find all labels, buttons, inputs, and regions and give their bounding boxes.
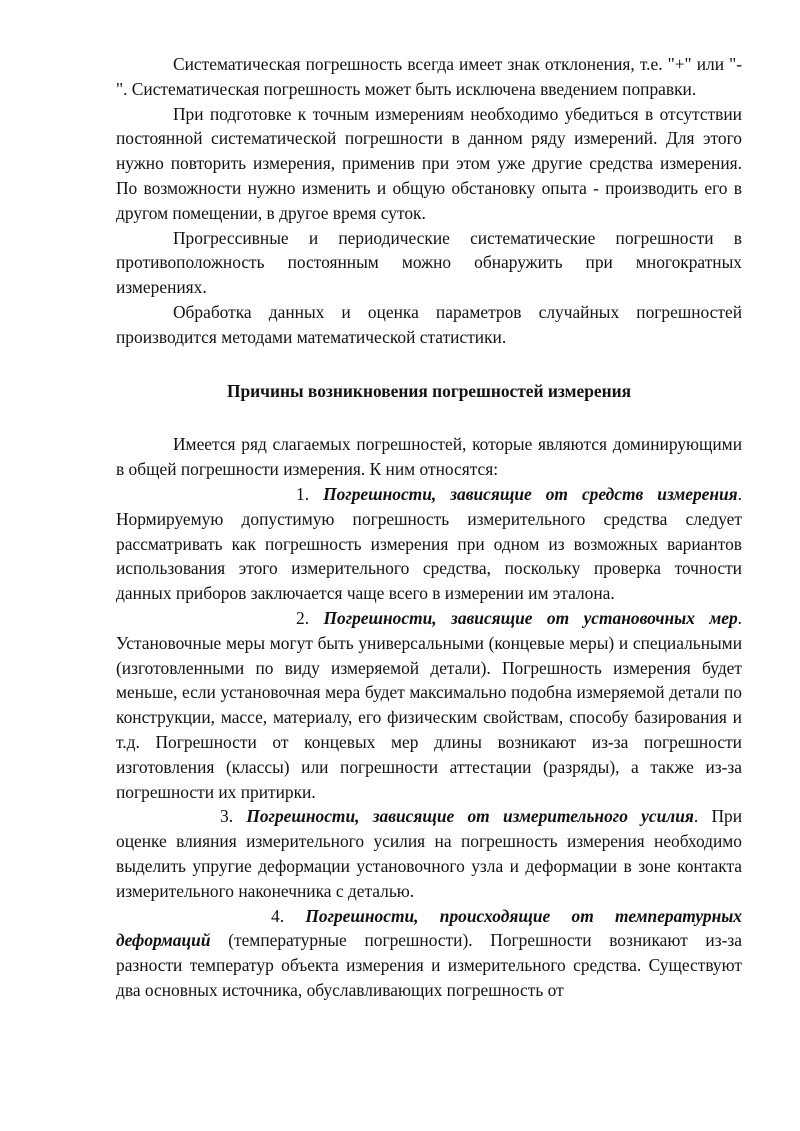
paragraph-systematic-error-sign: Систематическая погрешность всегда имеет знак отклонения, т.е. "+" или "-". Систематическая погрешность может быть исключена введением поправки. bbox=[116, 54, 742, 99]
list-item-1 bbox=[116, 482, 742, 606]
list-item-title: Погрешности, зависящие от установочных мер bbox=[323, 607, 738, 628]
list-item-2 bbox=[116, 606, 742, 804]
list-item-text: (температурные погрешности). Погрешности возникают из-за разности температур объекта измерения и измерительного средства. Существуют два основных источника, обуславливающих погрешность от bbox=[116, 930, 742, 1000]
list-item-3 bbox=[116, 804, 742, 903]
list-item-text: . Нормируемую допустимую погрешность измерительного средства следует рассматривать как погрешность измерения при одном из возможных вариантов использования этого измерительного средства, поскольку проверка точности данных приборов заключается чаще всего в измерении им эталона. bbox=[116, 483, 743, 604]
section-heading: Причины возникновения погрешностей измерения bbox=[226, 380, 632, 401]
paragraph-data-processing: Обработка данных и оценка параметров случайных погрешностей производится методами математической статистики. bbox=[116, 301, 742, 347]
paragraph-intro: Имеется ряд слагаемых погрешностей, которые являются доминирующими в общей погрешности измерения. К ним относятся: bbox=[116, 434, 742, 480]
list-item-number: 1. bbox=[296, 483, 324, 504]
list-item-title: Погрешности, зависящие от средств измерения bbox=[323, 483, 738, 504]
list-item-number: 3. bbox=[220, 806, 247, 827]
list-item-number: 2. bbox=[296, 607, 324, 628]
list-item-title: Погрешности, происходящие от температурных деформаций bbox=[116, 905, 743, 951]
paragraph-preparation: При подготовке к точным измерениям необходимо убедиться в отсутствии постоянной систематической погрешности в данном ряду измерений. Для этого нужно повторить измерения, применив при этом уже другие средства измерения. По возможности нужно изменить и общую обстановку опыта - производить его в другом помещении, в другое время суток. bbox=[116, 103, 742, 223]
list-item-text: . При оценке влияния измерительного усилия на погрешность измерения необходимо выделить упругие деформации установочного узла и деформации в зоне контакта измерительного наконечника с деталью. bbox=[116, 806, 742, 901]
list-item-4 bbox=[116, 904, 742, 1003]
paragraph-progressive-periodic: Прогрессивные и периодические систематические погрешности в противоположность постоянным можно обнаружить при многократных измерениях. bbox=[116, 227, 742, 298]
list-item-text: . Установочные меры могут быть универсальными (концевые меры) и специальными (изготовленными по виду измеряемой детали). Погрешность измерения будет меньше, если установочная мера будет максимально подобна измеряемой детали по конструкции, массе, материалу, его физическим свойствам, способу базирования и т.д. Погрешности от концевых мер длины возникают из-за погрешности изготовления (классы) или погрешности аттестации (разряды), а также из-за погрешности их притирки. bbox=[116, 607, 743, 802]
list-item-title: Погрешности, зависящие от измерительного усилия bbox=[246, 806, 694, 827]
list-item-number: 4. bbox=[271, 905, 306, 926]
